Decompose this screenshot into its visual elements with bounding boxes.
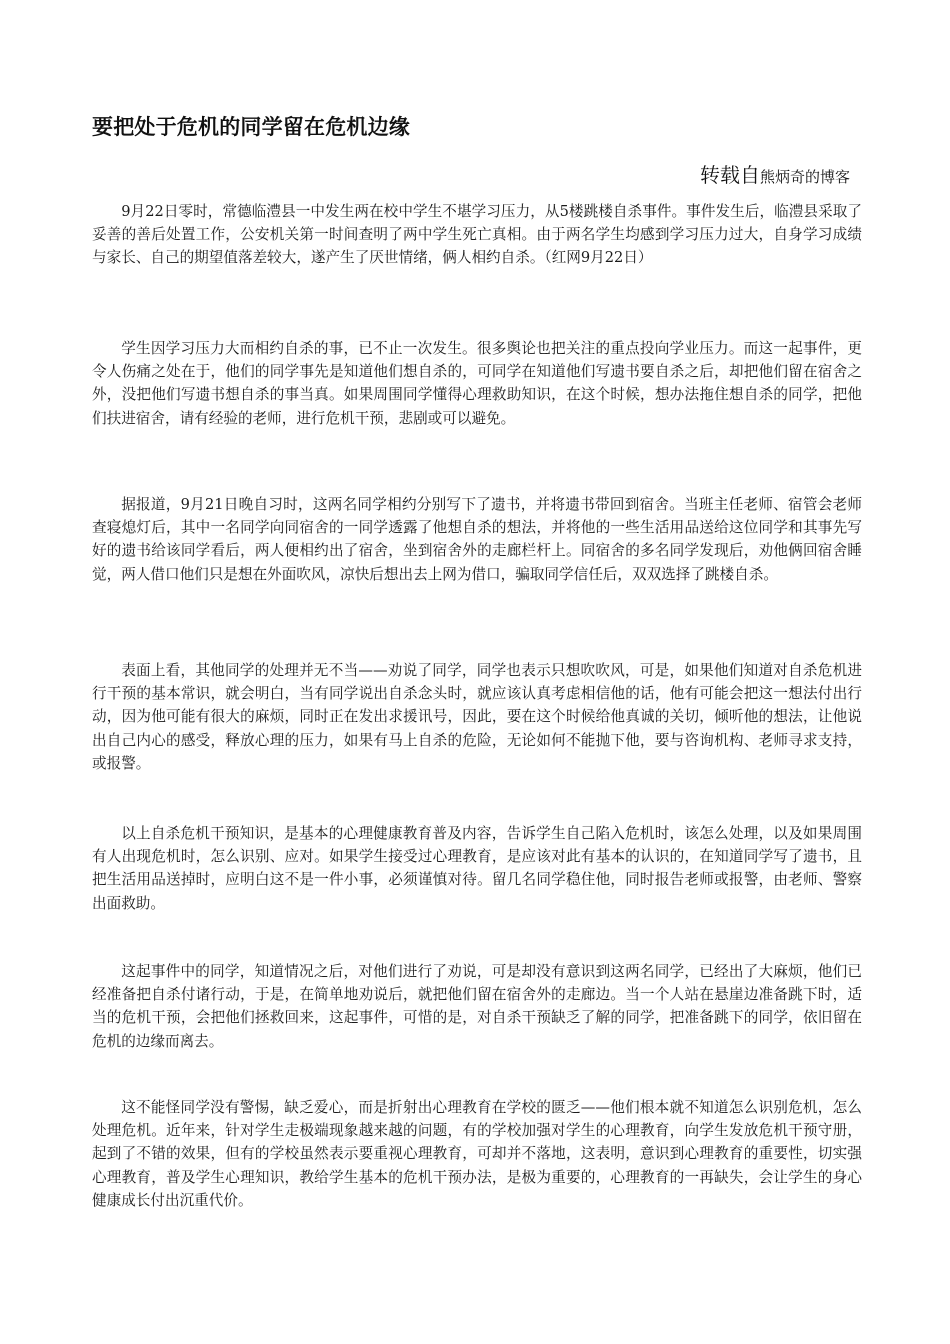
source-prefix: 转载自 <box>699 163 760 187</box>
source-blog-name: 熊炳奇的博客 <box>759 168 850 186</box>
paragraph-6: 这起事件中的同学，知道情况之后，对他们进行了劝说，可是却没有意识到这两名同学，已经出了大麻烦，他们已经准备把自杀付诸行动，于是，在简单地劝说后，就把他们留在宿舍外的走廊边。当一个人站在悬崖边准备跳下时，适当的危机干预，会把他们拯救回来，这起事件，可惜的是，对自杀干预缺乏了解的同学，把准备跳下的同学，依旧留在危机的边缘而离去。 <box>92 963 862 1050</box>
paragraph-4: 表面上看，其他同学的处理并无不当——劝说了同学，同学也表示只想吹吹风，可是，如果他们知道对自杀危机进行干预的基本常识，就会明白，当有同学说出自杀念头时，就应该认真考虑相信他的话，他有可能会把这一想法付出行动，因为他可能有很大的麻烦，同时正在发出求援讯号，因此，要在这个时候给他真诚的关切，倾听他的想法，让他说出自己内心的感受，释放心理的压力，如果有马上自杀的危险，无论如何不能抛下他，要与咨询机构、老师寻求支持，或报警。 <box>92 662 862 772</box>
article-source <box>700 162 850 190</box>
paragraph-2: 学生因学习压力大而相约自杀的事，已不止一次发生。很多舆论也把关注的重点投向学业压力。而这一起事件，更令人伤痛之处在于，他们的同学事先是知道他们想自杀的，可同学在知道他们写遗书要自杀之后，却把他们留在宿舍之外，没把他们写遗书想自杀的事当真。如果周围同学懂得心理救助知识，在这个时候，想办法拖住想自杀的同学，把他们扶进宿舍，请有经验的老师，进行危机干预，悲剧或可以避免。 <box>92 340 862 427</box>
paragraph-1: 9月22日零时，常德临澧县一中发生两在校中学生不堪学习压力，从5楼跳楼自杀事件。事件发生后，临澧县采取了妥善的善后处置工作，公安机关第一时间查明了两中学生死亡真相。由于两名学生均感到学习压力过大，自身学习成绩与家长、自己的期望值落差较大，遂产生了厌世情绪，俩人相约自杀。（红网9月22日） <box>92 203 862 267</box>
paragraph-7: 这不能怪同学没有警惕，缺乏爱心，而是折射出心理教育在学校的匮乏——他们根本就不知道怎么识别危机，怎么处理危机。近年来，针对学生走极端现象越来越的问题，有的学校加强对学生的心理教育，向学生发放危机干预守册，起到了不错的效果，但有的学校虽然表示要重视心理教育，可却并不落地，这表明，意识到心理教育的重要性，切实强心理教育，普及学生心理知识，教给学生基本的危机干预办法，是极为重要的，心理教育的一再缺失，会让学生的身心健康成长付出沉重代价。 <box>92 1099 862 1209</box>
paragraph-3: 据报道，9月21日晚自习时，这两名同学相约分别写下了遗书，并将遗书带回到宿舍。当班主任老师、宿管会老师查寝熄灯后，其中一名同学向同宿舍的一同学透露了他想自杀的想法，并将他的一些生活用品送给这位同学和其事先写好的遗书给该同学看后，两人便相约出了宿舍，坐到宿舍外的走廊栏杆上。同宿舍的多名同学发现后，劝他俩回宿舍睡觉，两人借口他们只是想在外面吹风，凉快后想出去上网为借口，骗取同学信任后，双双选择了跳楼自杀。 <box>92 496 862 583</box>
article-title: 要把处于危机的同学留在危机边缘 <box>92 115 410 139</box>
paragraph-5: 以上自杀危机干预知识，是基本的心理健康教育普及内容，告诉学生自己陷入危机时，该怎么处理，以及如果周围有人出现危机时，怎么识别、应对。如果学生接受过心理教育，是应该对此有基本的认识的，在知道同学写了遗书，且把生活用品送掉时，应明白这不是一件小事，必须谨慎对待。留几名同学稳住他，同时报告老师或报警，由老师、警察出面救助。 <box>92 825 862 912</box>
